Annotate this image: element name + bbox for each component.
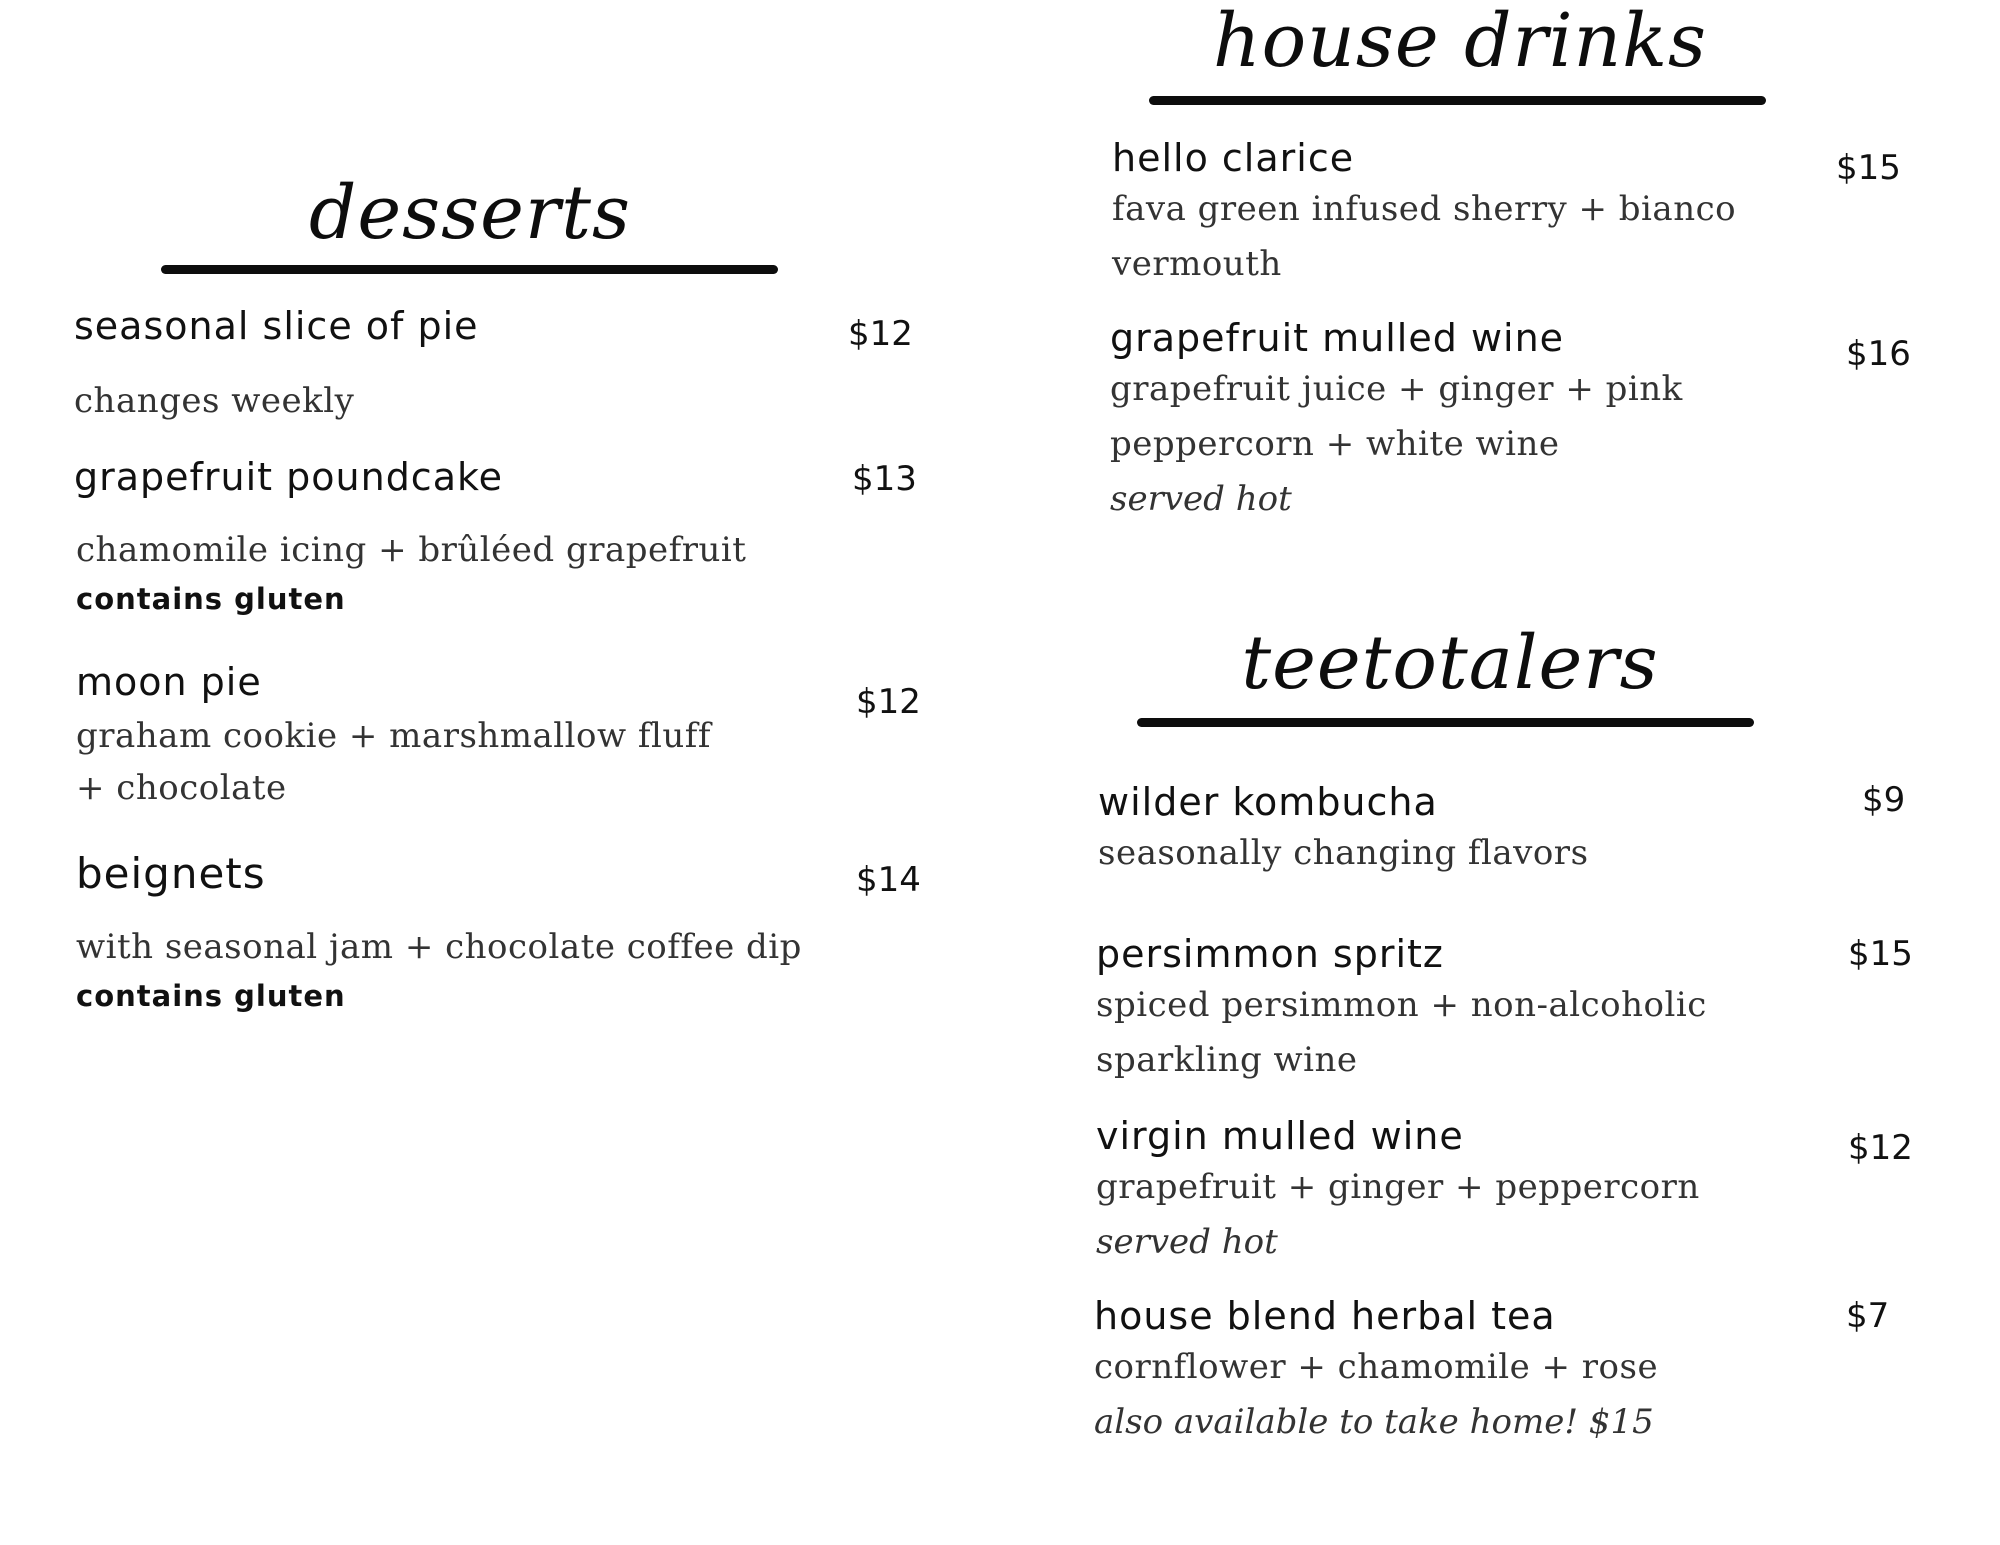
item-description: with seasonal jam + chocolate coffee dip (76, 927, 802, 967)
item-name: beignets (76, 849, 266, 898)
item-price: $16 (1846, 334, 1911, 374)
teetotalers-underline (1137, 718, 1754, 727)
item-description: seasonally changing flavors (1098, 833, 1589, 873)
allergen-note: contains gluten (76, 582, 346, 616)
menu-item-house-blend-herbal-tea (1094, 1292, 1914, 1450)
item-description: chamomile icing + brûléed grapefruit (76, 530, 747, 570)
item-name: wilder kombucha (1098, 780, 1438, 824)
item-price: $7 (1846, 1296, 1890, 1336)
menu-item-persimmon-spritz (1096, 930, 1916, 1088)
item-description: fava green infused sherry + bianco vermouth (1112, 189, 1737, 284)
item-name: persimmon spritz (1096, 932, 1444, 976)
menu-item-grapefruit-mulled-wine (1110, 314, 1910, 527)
menu-item-hello-clarice (1112, 134, 1912, 292)
item-description: spiced persimmon + non-alcoholic sparkling wine (1096, 985, 1707, 1080)
menu-item-grapefruit-poundcake (74, 453, 917, 620)
item-name: virgin mulled wine (1096, 1114, 1464, 1158)
menu-item-virgin-mulled-wine (1096, 1112, 1916, 1270)
item-price: $12 (1848, 1128, 1913, 1168)
menu-item-wilder-kombucha (1098, 778, 1918, 881)
item-name: moon pie (76, 660, 262, 704)
menu-item-moon-pie (76, 658, 921, 814)
menu-item-beignets (76, 849, 921, 1017)
item-price: $14 (856, 860, 921, 900)
item-price: $13 (852, 459, 917, 499)
serving-note: served hot (1096, 1222, 1278, 1262)
item-description: graham cookie + marshmallow fluff + chocolate (76, 716, 711, 808)
serving-note: served hot (1110, 479, 1292, 519)
item-name: grapefruit poundcake (74, 455, 504, 499)
house-drinks-title: house drinks (1212, 0, 1708, 84)
item-name: hello clarice (1112, 136, 1355, 180)
item-description: cornflower + chamomile + rose (1094, 1347, 1659, 1387)
menu-item-seasonal-slice-of-pie (74, 302, 914, 429)
item-price: $15 (1848, 934, 1913, 974)
item-description: changes weekly (74, 381, 355, 421)
item-name: grapefruit mulled wine (1110, 316, 1565, 360)
item-description: grapefruit juice + ginger + pink peppercorn + white wine (1110, 369, 1683, 464)
item-name: seasonal slice of pie (74, 304, 479, 348)
item-price: $12 (856, 682, 921, 722)
allergen-note: contains gluten (76, 979, 346, 1013)
desserts-title: desserts (309, 170, 631, 256)
item-price: $9 (1862, 780, 1906, 820)
item-price: $15 (1836, 148, 1901, 188)
item-name: house blend herbal tea (1094, 1294, 1556, 1338)
item-price: $12 (848, 314, 913, 354)
item-description: grapefruit + ginger + peppercorn (1096, 1167, 1700, 1207)
desserts-underline (161, 265, 778, 274)
house-drinks-underline (1149, 96, 1766, 105)
teetotalers-title: teetotalers (1241, 620, 1659, 706)
take-home-note: also available to take home! $15 (1094, 1402, 1654, 1442)
